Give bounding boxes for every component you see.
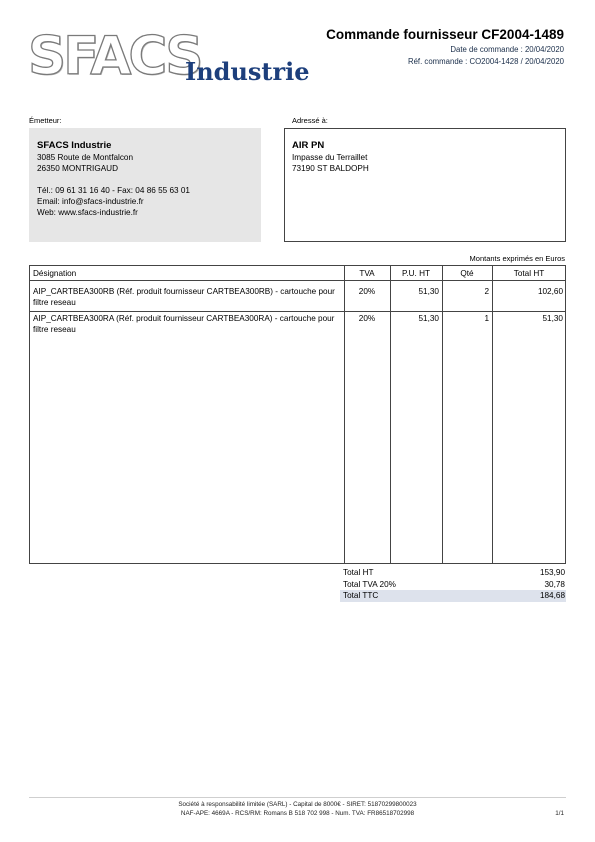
emitter-email: Email: info@sfacs-industrie.fr [37,197,144,206]
row2-tva: 20% [358,314,376,323]
emitter-name: SFACS Industrie [37,140,112,151]
emitter-phone: Tél.: 09 61 31 16 40 - Fax: 04 86 55 63 01 [37,186,190,195]
footer-legal-line1: Société à responsabilité limitée (SARL) - Capital de 8000€ - SIRET: 51870299800023 [178,801,417,808]
addressee-name: AIR PN [292,140,325,151]
row2-total: 51,30 [542,314,563,323]
page-number: 1/1 [555,810,564,817]
logo-brand: SFACS [28,26,201,87]
addressee-address-line1: Impasse du Terraillet [292,153,368,162]
row1-designation: AIP_CARTBEA300RB (Réf. produit fournisseur CARTBEA300RB) - cartouche pour filtre reseau [33,287,335,307]
col-header-designation: Désignation [33,269,77,278]
document-title: Commande fournisseur CF2004-1489 [326,27,564,42]
row2-quantity: 1 [484,314,489,323]
currency-note: Montants exprimés en Euros [469,254,565,263]
total-ttc-value: 184,68 [539,591,565,600]
order-reference: Réf. commande : CO2004-1428 / 20/04/2020 [407,57,564,66]
emitter-label: Émetteur: [29,116,62,125]
row1-total: 102,60 [537,287,563,296]
emitter-address-line2: 26350 MONTRIGAUD [37,164,118,173]
col-header-unit-price: P.U. HT [401,269,431,278]
addressee-address-line2: 73190 ST BALDOPH [292,164,369,173]
col-header-quantity: Qté [460,269,474,278]
header-divider [30,280,565,281]
order-date: Date de commande : 20/04/2020 [450,45,564,54]
total-ht-value: 153,90 [539,568,565,577]
order-lines-table [29,265,566,564]
row2-unit-price: 51,30 [418,314,439,323]
total-tva-row [340,579,566,591]
totals-block [340,567,566,602]
row1-unit-price: 51,30 [418,287,439,296]
row-divider [30,311,565,312]
total-ttc-row [340,590,566,602]
company-logo [28,26,318,88]
total-ht-label: Total HT [343,568,374,577]
total-tva-label: Total TVA 20% [343,579,396,589]
emitter-box [29,128,261,242]
addressee-label: Adressé à: [292,116,328,125]
logo-subtitle: Industrie [185,57,310,86]
addressee-box [284,128,566,242]
row1-quantity: 2 [484,287,489,296]
row1-tva: 20% [358,287,376,296]
total-ttc-label: Total TTC [343,591,379,600]
col-header-total: Total HT [513,269,545,278]
emitter-web: Web: www.sfacs-industrie.fr [37,208,138,217]
row2-designation: AIP_CARTBEA300RA (Réf. produit fournisseur CARTBEA300RA) - cartouche pour filtre reseau [33,314,335,334]
col-header-tva: TVA [359,269,375,278]
footer-legal-line2: NAF-APE: 4669A - RCS/RM: Romans B 518 702 998 - Num. TVA: FR86518702998 [180,810,415,817]
footer-divider [29,797,566,798]
total-tva-value: 30,78 [544,579,565,589]
total-ht-row [340,567,566,579]
emitter-address-line1: 3085 Route de Montfalcon [37,153,134,162]
